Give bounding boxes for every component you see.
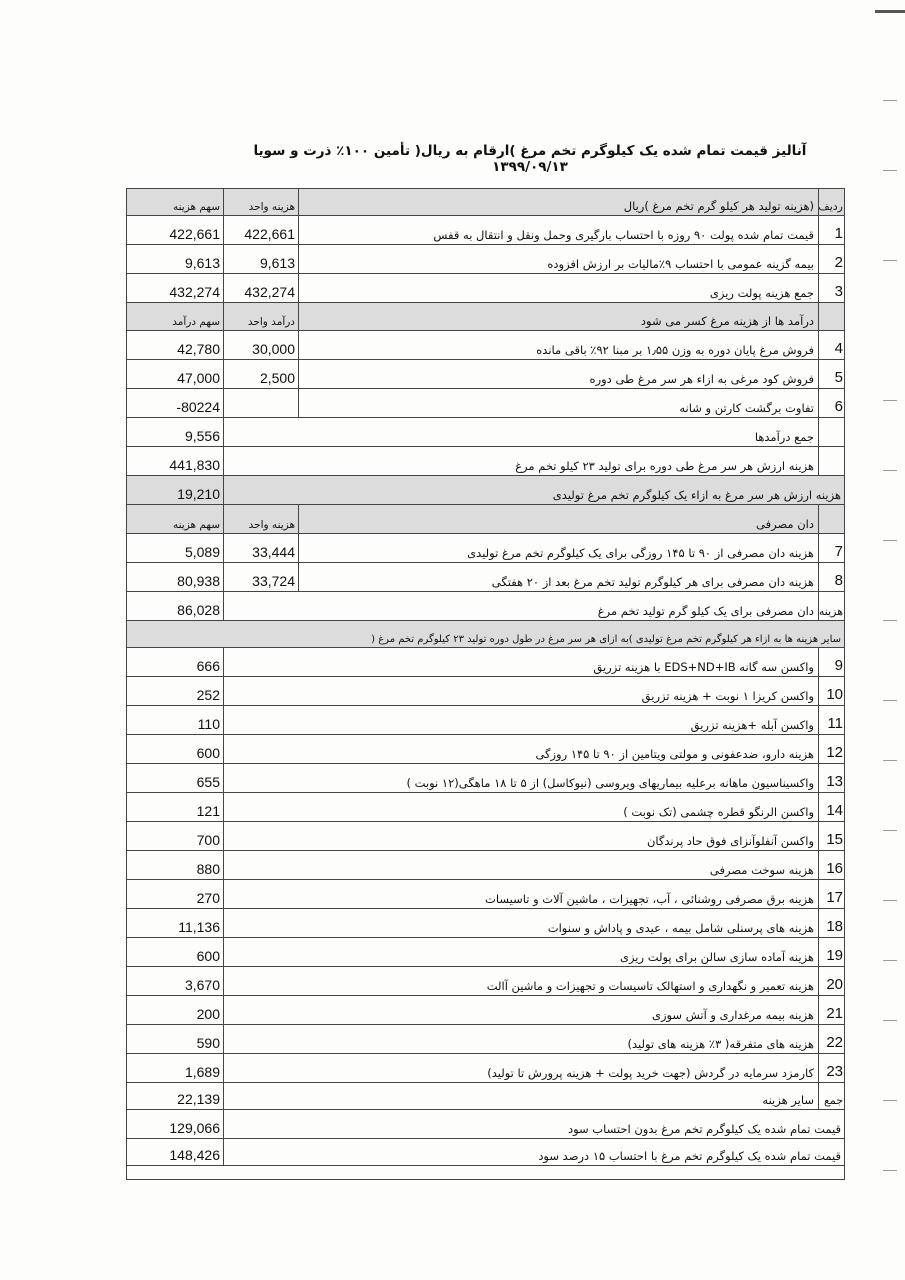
scan-margin-mark <box>883 620 897 621</box>
column-divider <box>223 938 224 966</box>
table-row <box>126 389 845 418</box>
column-divider <box>223 418 224 446</box>
row-number <box>818 447 845 475</box>
column-divider <box>818 909 819 937</box>
scan-edge-mark <box>875 10 905 13</box>
row-description: هزینه های متفرقه( ۳٪ هزینه های تولید) <box>627 1037 814 1051</box>
row-number: 5 <box>834 369 843 386</box>
share-value: 655 <box>196 774 220 790</box>
table-row <box>126 851 845 880</box>
table-row <box>126 245 845 274</box>
row-description: واکسن سه گانه EDS+ND+IB با هزینه تزریق <box>593 660 814 674</box>
cost-analysis-table <box>126 188 845 1166</box>
column-divider <box>223 822 224 850</box>
share-value: 129,066 <box>169 1120 220 1136</box>
row-description: قیمت تمام شده پولت ۹۰ روزه با احتساب بارگیری وحمل ونقل و انتقال به قفس <box>433 228 814 242</box>
row-number: 14 <box>826 802 843 819</box>
share-value: 19,210 <box>177 486 220 502</box>
column-divider <box>818 447 819 475</box>
row-description: دان مصرفی برای یک کیلو گرم تولید تخم مرغ <box>597 604 814 618</box>
column-divider <box>223 909 224 937</box>
row-description: واکسن کریزا ۱ نوبت + هزینه تزریق <box>641 689 814 703</box>
scan-margin-mark <box>883 1100 897 1101</box>
column-divider <box>223 476 224 504</box>
row-number: 8 <box>834 572 843 589</box>
column-divider <box>298 216 299 244</box>
row-description: فروش کود مرغی به ازاء هر سر مرغ طی دوره <box>589 372 814 386</box>
row-description: هزینه ارزش هر سر مرغ طی دوره برای تولید ۲۳ کیلو تخم مرغ <box>515 459 814 473</box>
unit-value: درآمد واحد <box>247 316 295 328</box>
column-divider <box>223 880 224 908</box>
row-description: سایر هزینه <box>762 1093 814 1107</box>
row-description: هزینه آماده سازی سالن برای پولت ریزی <box>619 950 814 964</box>
share-value: 700 <box>196 832 220 848</box>
row-description: واکسن الرنگو قطره چشمی (تک نوبت ) <box>623 805 814 819</box>
table-row <box>126 1054 845 1083</box>
row-description: فروش مرغ پایان دوره به وزن ۱٫۵۵ بر مبنا ۹۲٪ باقی مانده <box>536 343 814 357</box>
row-description: واکسن آنفلوآنزای فوق حاد پرندگان <box>646 834 814 848</box>
column-divider <box>223 793 224 821</box>
row-description: هزینه دان مصرفی از ۹۰ تا ۱۴۵ روزگی برای یک کیلوگرم تخم مرغ تولیدی <box>467 546 814 560</box>
share-value: 42,780 <box>177 341 220 357</box>
column-divider <box>818 938 819 966</box>
scan-margin-mark <box>883 960 897 961</box>
scan-margin-mark <box>883 170 897 171</box>
row-description: واکسیناسیون ماهانه برعلیه بیماریهای ویروسی (نیوکاسل) از ۵ تا ۱۸ ماهگی(۱۲ نوبت ) <box>406 776 814 790</box>
share-value: 666 <box>196 658 220 674</box>
table-row <box>126 764 845 793</box>
table-row <box>126 822 845 851</box>
column-divider <box>818 1054 819 1082</box>
row-description: جمع هزینه پولت ریزی <box>709 286 814 300</box>
row-number: 2 <box>834 254 843 271</box>
table-row <box>126 1110 845 1139</box>
column-divider <box>223 331 224 359</box>
column-divider <box>223 648 224 676</box>
row-description: هزینه دان مصرفی برای هر کیلوگرم تولید تخم مرغ بعد از ۲۰ هفتگی <box>491 575 814 589</box>
scan-margin-mark <box>883 100 897 101</box>
row-number: 17 <box>826 889 843 906</box>
table-row <box>126 1083 845 1110</box>
table-row <box>126 967 845 996</box>
row-number: هزینه <box>818 605 843 618</box>
unit-value: 30,000 <box>252 341 295 357</box>
column-divider <box>298 331 299 359</box>
column-divider <box>223 563 224 591</box>
column-divider <box>223 1110 224 1138</box>
column-divider <box>818 967 819 995</box>
row-number: 21 <box>826 1005 843 1022</box>
scan-margin-mark <box>883 760 897 761</box>
share-value: 9,556 <box>184 428 220 444</box>
share-value: 600 <box>196 745 220 761</box>
column-divider <box>223 1083 224 1109</box>
row-number: 19 <box>826 947 843 964</box>
column-divider <box>818 303 819 330</box>
share-value: 200 <box>196 1006 220 1022</box>
column-divider <box>818 677 819 705</box>
share-value: 590 <box>196 1035 220 1051</box>
table-row <box>126 996 845 1025</box>
table-row <box>126 534 845 563</box>
row-description: تفاوت برگشت کارتن و شانه <box>679 401 814 415</box>
column-divider <box>298 360 299 388</box>
row-number: 22 <box>826 1034 843 1051</box>
table-row <box>126 505 845 534</box>
row-number: 23 <box>826 1063 843 1080</box>
share-value: سهم درآمد <box>172 316 220 328</box>
row-number: 10 <box>826 686 843 703</box>
column-divider <box>223 967 224 995</box>
column-divider <box>818 331 819 359</box>
table-row <box>126 677 845 706</box>
row-description: هزینه برق مصرفی روشنائی ، آب، تجهیزات ، ماشین آلات و تاسیسات <box>485 892 814 906</box>
share-value: 5,089 <box>184 544 220 560</box>
column-divider <box>223 677 224 705</box>
column-divider <box>818 245 819 273</box>
scan-margin-mark <box>883 1170 897 1171</box>
unit-value: 9,613 <box>259 255 295 271</box>
share-value: 270 <box>196 890 220 906</box>
column-divider <box>818 389 819 417</box>
row-description: قیمت تمام شده یک کیلوگرم تخم مرغ با احتساب ۱۵ درصد سود <box>538 1149 841 1163</box>
scan-margin-mark <box>883 540 897 541</box>
row-description: جمع درآمدها <box>754 430 814 444</box>
table-row <box>126 447 845 476</box>
column-divider <box>818 822 819 850</box>
scan-margin-mark <box>883 260 897 261</box>
scan-margin-mark <box>883 1020 897 1021</box>
share-value: 600 <box>196 948 220 964</box>
row-number: 13 <box>826 773 843 790</box>
table-row <box>126 735 845 764</box>
row-number: 1 <box>834 225 843 242</box>
unit-value: 33,724 <box>252 573 295 589</box>
row-number: ردیف <box>818 200 843 213</box>
column-divider <box>223 1054 224 1082</box>
share-value: 22,139 <box>177 1091 220 1107</box>
column-divider <box>818 1083 819 1109</box>
row-number <box>818 418 845 446</box>
column-divider <box>298 245 299 273</box>
table-row <box>126 621 845 648</box>
table-row <box>126 360 845 389</box>
row-number <box>818 505 845 533</box>
table-row <box>126 216 845 245</box>
column-divider <box>818 534 819 562</box>
share-value: سهم هزینه <box>172 519 220 531</box>
column-divider <box>223 360 224 388</box>
column-divider <box>818 648 819 676</box>
table-row <box>126 188 845 216</box>
row-description: واکسن آبله +هزینه تزریق <box>690 718 814 732</box>
share-value: 9,613 <box>184 255 220 271</box>
row-description: کارمزد سرمایه در گردش (جهت خرید پولت + هزینه پرورش تا تولید) <box>487 1066 814 1080</box>
column-divider <box>298 274 299 302</box>
share-value: سهم هزینه <box>172 201 220 213</box>
unit-value <box>223 389 298 417</box>
row-description: هزینه ارزش هر سر مرغ به ازاء یک کیلوگرم تخم مرغ تولیدی <box>552 488 841 502</box>
table-row <box>126 938 845 967</box>
column-divider <box>818 1025 819 1053</box>
share-value: 3,670 <box>184 977 220 993</box>
column-divider <box>223 996 224 1024</box>
table-row <box>126 1025 845 1054</box>
row-number: 12 <box>826 744 843 761</box>
column-divider <box>818 706 819 734</box>
row-number <box>818 303 845 330</box>
column-divider <box>298 563 299 591</box>
table-row <box>126 1139 845 1166</box>
column-divider <box>223 764 224 792</box>
row-number: 11 <box>827 715 843 732</box>
column-divider <box>818 216 819 244</box>
share-value: 110 <box>197 716 220 732</box>
column-divider <box>818 274 819 302</box>
column-divider <box>818 735 819 763</box>
table-row <box>126 706 845 735</box>
table-row <box>126 331 845 360</box>
column-divider <box>223 534 224 562</box>
section-heading: سایر هزینه ها به ازاء هر کیلوگرم تخم مرغ تولیدی )به ازای هر سر مرغ در طول دوره تولید ۲۳ کیلوگرم تخم مرغ ( <box>371 634 841 645</box>
row-description: دان مصرفی <box>756 517 814 531</box>
column-divider <box>223 389 224 417</box>
share-value: 880 <box>196 861 220 877</box>
row-description: هزینه دارو، ضدعفونی و مولتی ویتامین از ۹۰ تا ۱۴۵ روزگی <box>535 747 814 761</box>
table-row <box>126 418 845 447</box>
column-divider <box>223 851 224 879</box>
unit-value: 2,500 <box>259 370 295 386</box>
row-number: 20 <box>826 976 843 993</box>
column-divider <box>818 360 819 388</box>
table-row <box>126 563 845 592</box>
row-number: 3 <box>834 283 843 300</box>
scan-margin-mark <box>883 900 897 901</box>
column-divider <box>818 851 819 879</box>
column-divider <box>223 447 224 475</box>
share-value: 47,000 <box>177 370 220 386</box>
column-divider <box>818 880 819 908</box>
column-divider <box>298 303 299 330</box>
row-description: هزینه تعمیر و نگهداری و استهالک تاسیسات و تجهیزات و ماشین آالت <box>486 979 814 993</box>
column-divider <box>223 216 224 244</box>
unit-value: 432,274 <box>244 284 295 300</box>
row-number: 9 <box>834 657 843 674</box>
table-row <box>126 592 845 621</box>
row-description: هزینه های پرسنلی شامل بیمه ، عیدی و پاداش و سنوات <box>547 921 814 935</box>
column-divider <box>223 274 224 302</box>
row-description: هزینه بیمه مرغداری و آتش سوزی <box>651 1008 814 1022</box>
table-row <box>126 648 845 677</box>
column-divider <box>298 389 299 417</box>
column-divider <box>223 1025 224 1053</box>
row-number: 6 <box>834 398 843 415</box>
share-value: -80224 <box>176 399 220 415</box>
row-number: 4 <box>834 340 843 357</box>
column-divider <box>818 996 819 1024</box>
column-divider <box>223 188 224 215</box>
share-value: 422,661 <box>169 226 220 242</box>
table-row <box>126 880 845 909</box>
column-divider <box>223 245 224 273</box>
column-divider <box>818 764 819 792</box>
row-description: هزینه سوخت مصرفی <box>709 863 814 877</box>
column-divider <box>818 592 819 620</box>
share-value: 432,274 <box>169 284 220 300</box>
unit-value: هزینه واحد <box>248 201 295 213</box>
page-title: آنالیز قیمت تمام شده یک کیلوگرم تخم مرغ )ارقام به ریال( تأمین ۱۰۰٪ ذرت و سویا ۱۳۹۹/۰۹/۱۳ <box>253 143 807 175</box>
column-divider <box>818 418 819 446</box>
column-divider <box>298 505 299 533</box>
row-number: جمع <box>823 1094 843 1107</box>
row-number: 15 <box>826 831 843 848</box>
table-row <box>126 274 845 303</box>
column-divider <box>223 1139 224 1165</box>
share-value: 11,136 <box>178 919 220 935</box>
unit-value: 422,661 <box>244 226 295 242</box>
table-row <box>126 793 845 822</box>
row-description: قیمت تمام شده یک کیلوگرم تخم مرغ بدون احتساب سود <box>567 1122 841 1136</box>
scan-margin-mark <box>883 470 897 471</box>
column-divider <box>818 505 819 533</box>
column-divider <box>818 188 819 215</box>
row-description: درآمد ها از هزینه مرغ کسر می شود <box>640 314 814 328</box>
share-value: 121 <box>196 803 220 819</box>
share-value: 1,689 <box>184 1064 220 1080</box>
share-value: 252 <box>196 687 220 703</box>
table-row <box>126 476 845 505</box>
column-divider <box>223 735 224 763</box>
column-divider <box>223 303 224 330</box>
table-row <box>126 303 845 331</box>
row-number: 16 <box>826 860 843 877</box>
row-number: 18 <box>826 918 843 935</box>
column-divider <box>298 188 299 215</box>
row-description: بیمه گزینه عمومی با احتساب ۹٪مالیات بر ارزش افزوده <box>547 257 814 271</box>
table-row <box>126 909 845 938</box>
share-value: 86,028 <box>177 602 220 618</box>
column-divider <box>818 793 819 821</box>
row-description: (هزینه تولید هر کیلو گرم تخم مرغ )ریال <box>623 199 814 213</box>
scan-margin-mark <box>883 700 897 701</box>
column-divider <box>223 706 224 734</box>
column-divider <box>298 534 299 562</box>
share-value: 148,426 <box>169 1147 220 1163</box>
column-divider <box>818 563 819 591</box>
unit-value: 33,444 <box>252 544 295 560</box>
column-divider <box>223 505 224 533</box>
share-value: 441,830 <box>169 457 220 473</box>
scan-margin-mark <box>883 400 897 401</box>
share-value: 80,938 <box>177 573 220 589</box>
row-number: 7 <box>834 543 843 560</box>
scan-margin-mark <box>883 830 897 831</box>
unit-value: هزینه واحد <box>248 519 295 531</box>
column-divider <box>223 592 224 620</box>
